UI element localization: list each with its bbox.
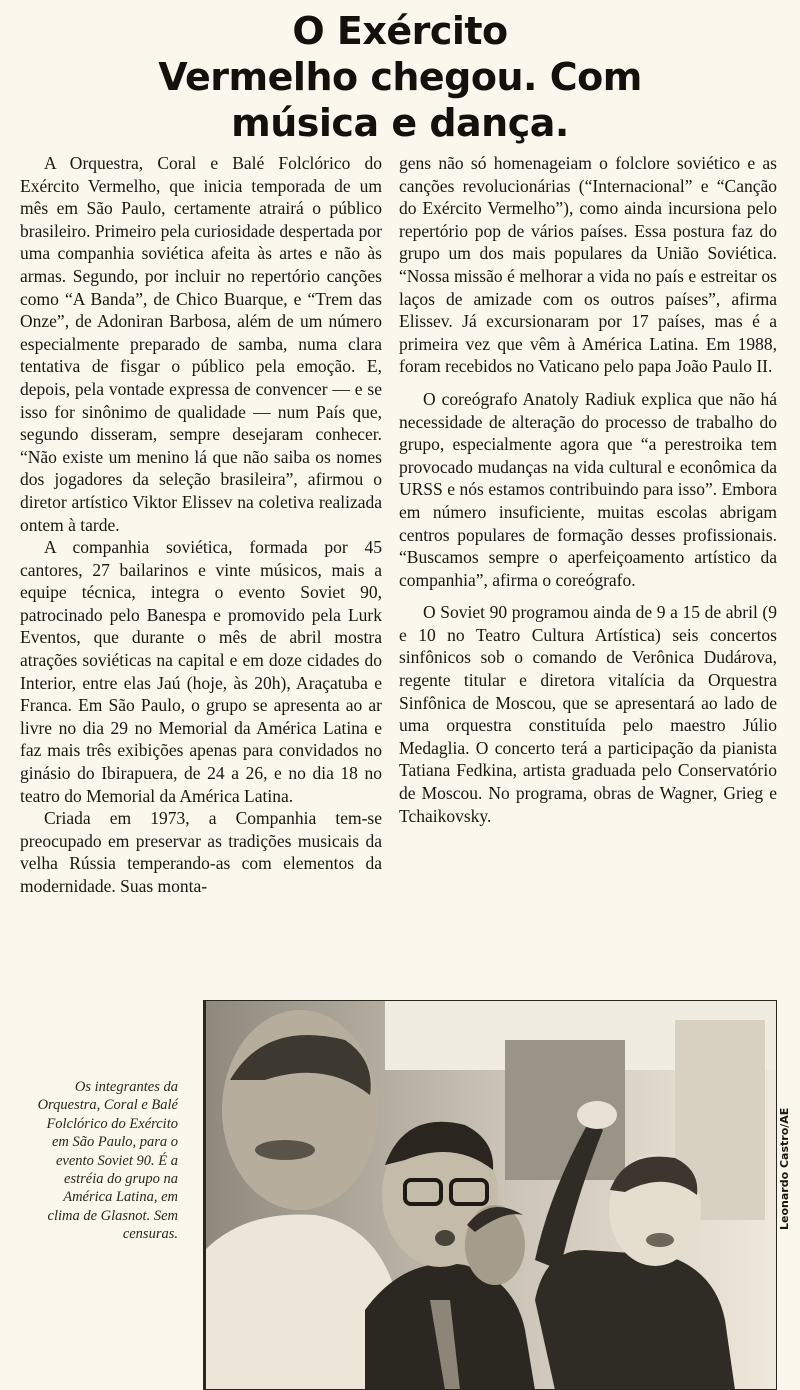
paragraph: A companhia soviética, formada por 45 cantores, 27 bailarinos e vinte músicos, mais a equipe técnica, integra o evento Soviet 90, patrocinado pelo Banespa e promovido pela Lurk Eventos, que durante o mês de abril mostra atrações soviéticas na capital e em doze cidades do Interior, entre elas Jaú (hoje, às 20h), Araçatuba e Franca. Em São Paulo, o grupo se apresenta ao ar livre no dia 29 no Memorial da América Latina e faz mais três exibições apenas para convidados no ginásio do Ibirapuera, de 24 a 26, e no dia 18 no teatro do Memorial da América Latina. <box>20 537 382 806</box>
paragraph: gens não só homenageiam o folclore soviético e as canções revolucionárias (“Internacional” e “Canção do Exército Vermelho”), como ainda incursiona pelo repertório pop de vários países. Essa postura faz do grupo um dos mais populares da União Soviética. “Nossa missão é melhorar a vida no país e estreitar os laços de amizade com os outros países”, afirma Elissev. Já excursionaram por 17 países, mas é a primeira vez que vêm à América Latina. Em 1988, foram recebidos no Vaticano pelo papa João Paulo II. <box>399 153 777 377</box>
article-column-right <box>399 152 777 827</box>
paragraph: A Orquestra, Coral e Balé Folclórico do Exército Vermelho, que inicia temporada de um mês em São Paulo, certamente atrairá o público brasileiro. Primeiro pela curiosidade despertada por uma companhia soviética afeita às artes e não às armas. Segundo, por incluir no repertório canções como “A Banda”, de Chico Buarque, e “Trem das Onze”, de Adoniran Barbosa, além de um número especialmente preparado de samba, numa clara tentativa de fisgar o público pela emoção. E, depois, pela vontade expressa de convencer — e se isso for sinônimo de qualidade — num País que, segundo disseram, sempre desejaram conhecer. “Não existe um menino lá que não saiba os nomes dos jogadores da seleção brasileira”, afirmou o diretor artístico Viktor Elissev na coletiva realizada ontem à tarde. <box>20 153 382 535</box>
headline-line-2: Vermelho chegou. Com <box>158 55 642 99</box>
paragraph: O Soviet 90 programou ainda de 9 a 15 de abril (9 e 10 no Teatro Cultura Artística) seis concertos sinfônicos sob o comando de Verônica Dudárova, regente titular e diretora vitalícia da Orquestra Sinfônica de Moscou, que se apresentará ao lado de uma orquestra constituída pelo maestro Júlio Medaglia. O concerto terá a participação da pianista Tatiana Fedkina, artista graduada pelo Conservatório de Moscou. No programa, obras de Wagner, Grieg e Tchaikovsky. <box>399 602 777 826</box>
headline <box>0 8 800 146</box>
headline-line-1: O Exército <box>292 9 508 53</box>
paragraph: O coreógrafo Anatoly Radiuk explica que não há necessidade de alteração do processo de trabalho do grupo, especialmente agora que “a perestroika tem provocado mudanças na vida cultural e econômica da URSS e nós estamos contribuindo para isso”. Embora em número insuficiente, muitas escolas abrigam centros populares de formação desses profissionais. “Buscamos sempre o aperfeiçoamento artístico da companhia”, afirma o coreógrafo. <box>399 388 777 590</box>
article-column-left <box>20 152 382 898</box>
headline-line-3: música e dança. <box>231 101 569 145</box>
photo-caption: Os integrantes da Orquestra, Coral e Balé Folclórico do Exército em São Paulo, para o evento Soviet 90. É a estréia do grupo na América Latina, em clima de Glasnot. Sem censuras. <box>37 1079 178 1243</box>
photo-credit: Leonardo Castro/AE <box>778 1107 791 1230</box>
news-photo <box>203 1000 777 1390</box>
paragraph: Criada em 1973, a Companhia tem-se preocupado em preservar as tradições musicais da velha Rússia temperando-as com elementos da modernidade. Suas monta- <box>20 808 382 896</box>
photo-illustration <box>205 1000 777 1390</box>
